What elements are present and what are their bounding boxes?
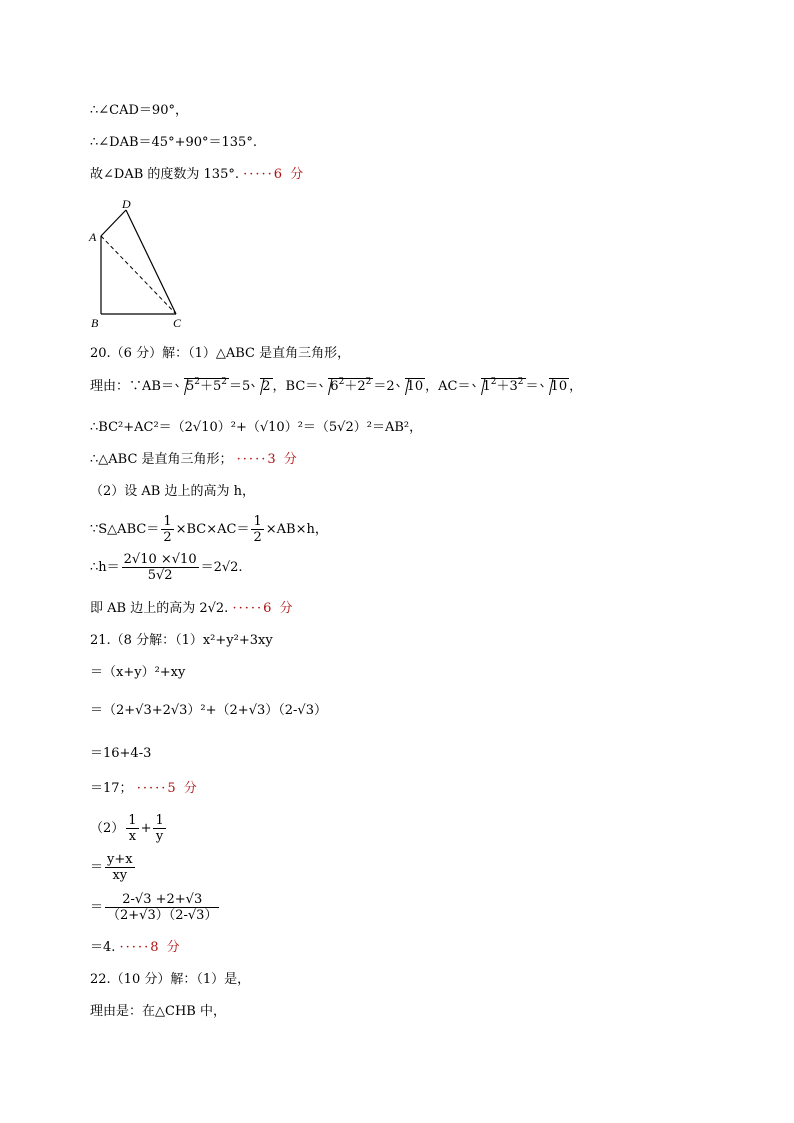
text-line-dab-conclusion: 故∠DAB 的度数为 135°. ·····6 分 — [90, 167, 306, 182]
q21-step-b: ＝（2+√3+2√3）²+（2+√3）（2-√3） — [90, 703, 327, 718]
q22-reason: 理由是：在△CHB 中， — [90, 1004, 226, 1019]
label-d: D — [122, 197, 131, 211]
score-mark: ·····6 分 — [243, 167, 306, 182]
q20-head: 20.（6 分）解：（1）△ABC 是直角三角形， — [90, 346, 351, 361]
score-mark: ·····3 分 — [236, 452, 299, 467]
q20-h-line: ∴h＝ $\frac{2√10 \times√10}{5√2}$ ＝2√2. — [90, 552, 243, 583]
q21-part2: （2） $\frac{1}{x}$ + $\frac{1}{y}$ — [90, 813, 164, 844]
q21-step-c: ＝16+4-3 — [90, 746, 152, 761]
edge-ad — [101, 210, 126, 236]
edge-dc — [126, 210, 176, 314]
q21-step-d: ＝17； ·····5 分 — [90, 781, 199, 796]
q20-part2: （2）设 AB 边上的高为 h， — [90, 484, 255, 499]
q21-head: 21.（8 分解：（1）x²+y²+3xy — [90, 633, 273, 648]
q20-conclusion: ∴△ABC 是直角三角形； ·····3 分 — [90, 452, 299, 467]
label-a: A — [89, 230, 97, 244]
q21-step-f: ＝ $\frac{2-√3 +2+√3}{(2+√3)(2-√3)}$ — [90, 892, 218, 923]
q21-step-g: ＝4. ·····8 分 — [90, 940, 182, 955]
q20-reason-line: 理由：∵AB＝ $5^2+5^2 =5$ 2 ，$BC= 6^2+2^2 =2$ 10 ，$AC= 1^2+3^2 = 10$ ， — [90, 377, 583, 394]
score-mark: ·····5 分 — [136, 781, 199, 796]
q20-final: 即 AB 边上的高为 2√2. ·····6 分 — [90, 601, 295, 616]
score-mark: ·····8 分 — [119, 940, 182, 955]
triangle-figure — [86, 196, 196, 332]
q22-head: 22.（10 分）解：（1）是， — [90, 972, 251, 987]
q20-bc-line: ∴BC²+AC²＝（2√10）²+（√10）²＝（5√2）²＝AB²， — [90, 420, 423, 435]
label-c: C — [173, 316, 182, 330]
label-b: B — [91, 316, 99, 330]
q20-area-line: ∵S△ABC＝ $\frac{1}{2}$ ×BC×AC＝ $\frac{1}{2}$ ×AB×h， — [90, 514, 328, 545]
q21-step-a: ＝（x+y）²+xy — [90, 665, 186, 680]
edge-ac-dashed — [101, 236, 176, 314]
text-line-dab: ∴∠DAB＝45°+90°＝135°. — [90, 135, 257, 150]
text-line-cad: ∴∠CAD＝90°， — [90, 103, 188, 118]
q21-step-e: ＝ $\frac{y+x}{xy}$ — [90, 852, 133, 883]
score-mark: ·····6 分 — [232, 601, 295, 616]
